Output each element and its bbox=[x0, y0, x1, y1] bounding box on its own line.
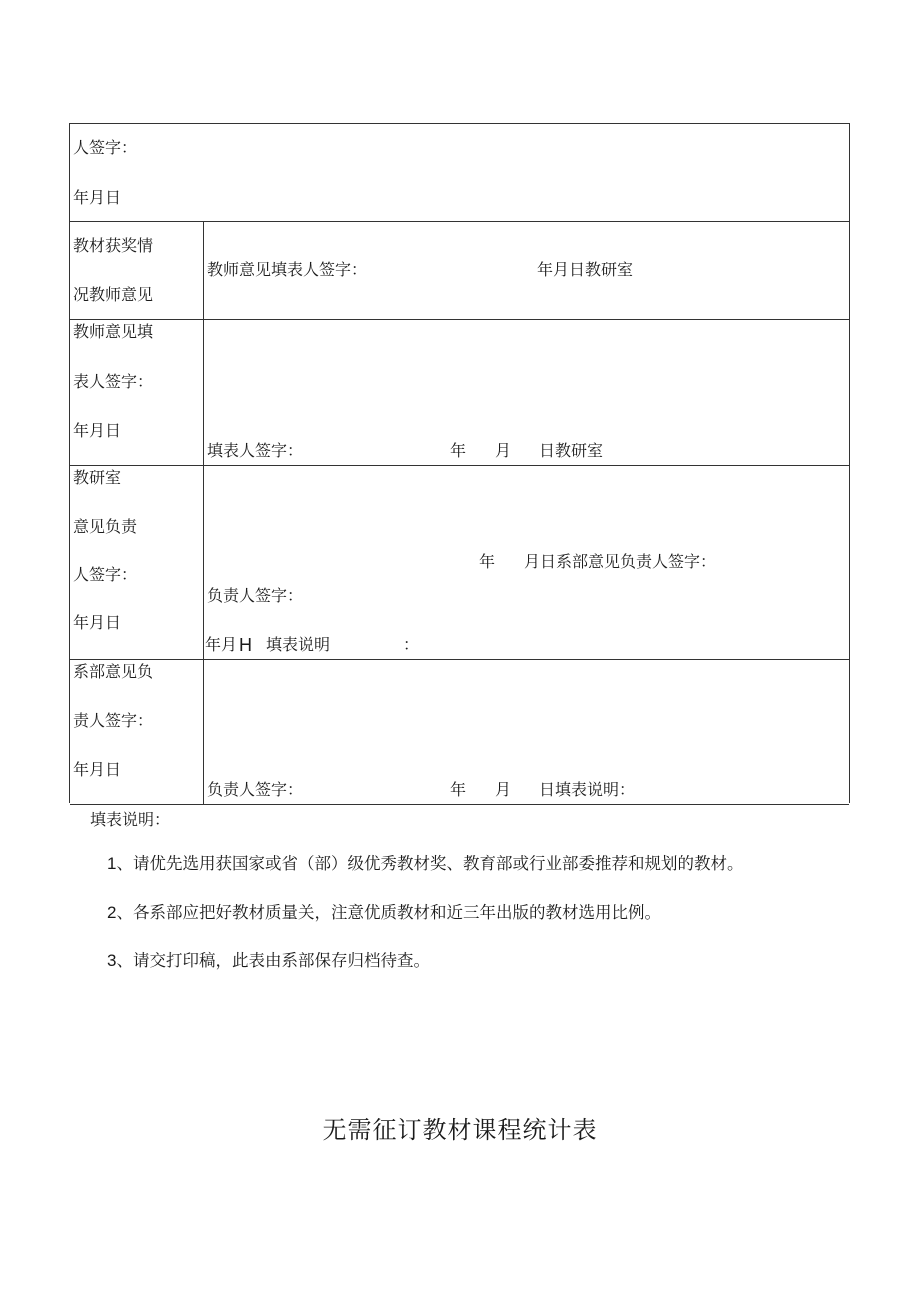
note-item-2 bbox=[107, 899, 661, 923]
teacher-opinion-label-line3: 年月日 bbox=[73, 421, 122, 440]
year-label: 年 bbox=[450, 441, 467, 460]
note-item-1 bbox=[107, 850, 743, 874]
page-title: 无需征订教材课程统计表 bbox=[322, 1116, 598, 1144]
note-text: 、请优先选用获国家或省（部）级优秀教材奖、教育部或行业部委推荐和规划的教材。 bbox=[116, 854, 744, 873]
month-label: 月 bbox=[495, 780, 512, 799]
table-row-teacher-opinion bbox=[70, 319, 849, 466]
responsible-signature-label: 负责人签字： bbox=[207, 586, 304, 605]
notes-title: 填表说明： bbox=[90, 810, 171, 829]
year-label: 年 bbox=[479, 552, 496, 571]
office-opinion-label-line4: 年月日 bbox=[73, 613, 122, 632]
office-opinion-label-cell bbox=[70, 465, 204, 659]
office-opinion-label-line1: 教研室 bbox=[73, 468, 122, 487]
month-label: 月 bbox=[495, 441, 512, 460]
teacher-opinion-signer-text: 教师意见填表人签字： bbox=[207, 260, 368, 279]
h-glyph: H bbox=[239, 635, 252, 655]
award-label-line2: 况教师意见 bbox=[73, 285, 154, 304]
office-opinion-label-line2: 意见负责 bbox=[73, 517, 138, 536]
department-opinion-label-line3: 年月日 bbox=[73, 760, 122, 779]
award-label-line1: 教材获奖情 bbox=[73, 236, 154, 255]
table-row-award bbox=[70, 221, 849, 320]
date-label: 年月日 bbox=[73, 188, 122, 207]
award-label-cell bbox=[70, 221, 204, 319]
department-opinion-label-line1: 系部意见负 bbox=[73, 662, 154, 681]
office-opinion-label-line3: 人签字： bbox=[73, 565, 138, 584]
note-number: 1 bbox=[107, 854, 117, 873]
day-instructions-label: 日填表说明： bbox=[539, 780, 636, 799]
colon-mark: ： bbox=[403, 635, 420, 654]
teacher-opinion-label-cell bbox=[70, 319, 204, 465]
note-item-3 bbox=[107, 947, 430, 971]
department-opinion-label-line2: 责人签字： bbox=[73, 711, 154, 730]
date-office-text: 年月日教研室 bbox=[537, 260, 634, 279]
form-filler-signature-label: 填表人签字： bbox=[207, 441, 304, 460]
table-row-department-opinion bbox=[70, 659, 849, 805]
responsible-signature-label: 负责人签字： bbox=[207, 780, 304, 799]
note-number: 3 bbox=[107, 951, 117, 970]
note-text: 、各系部应把好教材质量关，注意优质教材和近三年出版的教材选用比例。 bbox=[116, 903, 661, 922]
teacher-opinion-label-line1: 教师意见填 bbox=[73, 322, 154, 341]
date-prefix-label: 年月 bbox=[205, 635, 238, 654]
note-text: 、请交打印稿，此表由系部保存归档待查。 bbox=[116, 951, 430, 970]
table-row-office-opinion bbox=[70, 465, 849, 660]
department-opinion-label-cell bbox=[70, 659, 204, 804]
department-signer-text: 月日系部意见负责人签字： bbox=[524, 552, 717, 571]
table-row-signature bbox=[70, 124, 849, 222]
day-office-label: 日教研室 bbox=[539, 441, 604, 460]
note-number: 2 bbox=[107, 903, 117, 922]
year-label: 年 bbox=[450, 780, 467, 799]
approval-form-table bbox=[69, 123, 850, 803]
fill-instructions-label: 填表说明 bbox=[266, 635, 331, 654]
signature-label: 人签字： bbox=[73, 138, 138, 157]
teacher-opinion-label-line2: 表人签字： bbox=[73, 372, 154, 391]
